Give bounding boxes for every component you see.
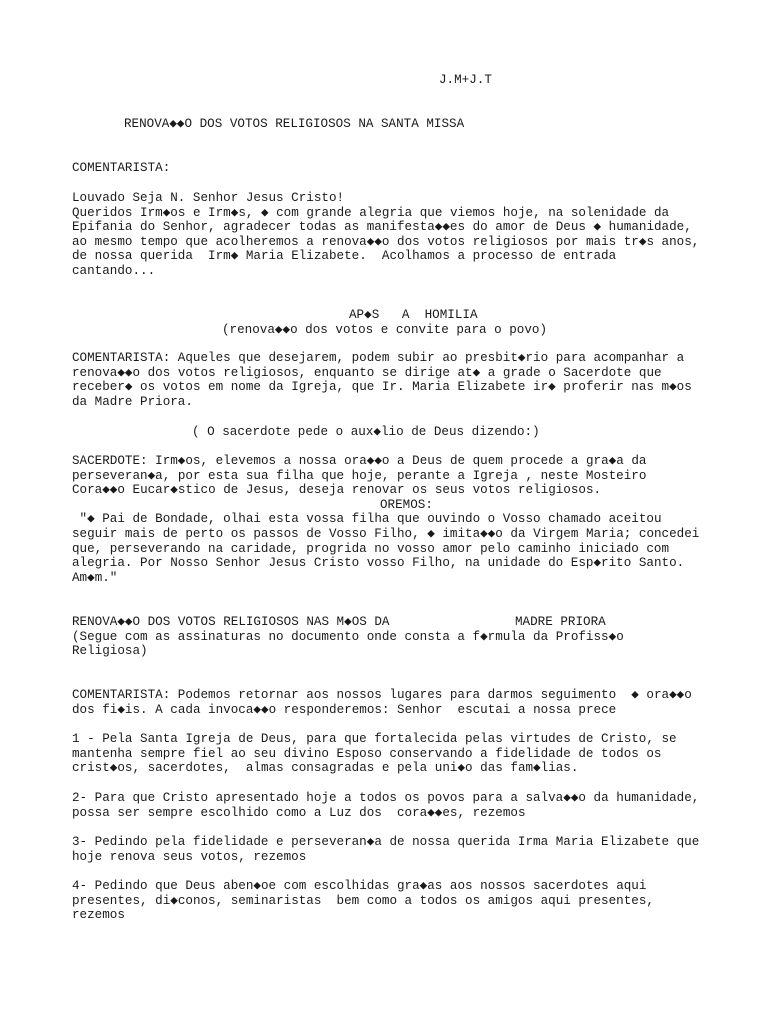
intention-line: 4- Pedindo que Deus aben◆oe com escolhidas gra◆as aos nossos sacerdotes aqui [72,879,647,893]
prayers-intro-line: COMENTARISTA: Podemos retornar aos nossos lugares para darmos seguimento ◆ ora◆◆o [72,688,692,702]
intention-line: 1 - Pela Santa Igreja de Deus, para que fortalecida pelas virtudes de Cristo, se [72,732,677,746]
invitation-line: COMENTARISTA: Aqueles que desejarem, podem subir ao presbit◆rio para acompanhar a [72,351,685,365]
priest-line: SACERDOTE: Irm◆os, elevemos a nossa ora◆◆o a Deus de quem procede a gra◆a da [72,454,647,468]
prayer-line: seguir mais de perto os passos de Vosso Filho, ◆ imita◆◆o da Virgem Maria; concedei [72,527,700,541]
renewal-line: Religiosa) [72,644,148,659]
renewal-line: (Segue com as assinaturas no documento onde consta a f◆rmula da Profiss◆o [72,629,624,644]
intention-line: rezemos [72,908,125,923]
opening-line: Louvado Seja N. Senhor Jesus Cristo! [72,191,345,205]
intention-line: possa ser sempre escolhido como a Luz dos cora◆◆es, rezemos [72,805,526,820]
invitation-line: renova◆◆o dos votos religiosos, enquanto se dirige at◆ a grade o Sacerdote que [72,365,662,380]
intention-line: 2- Para que Cristo apresentado hoje a todos os povos para a salva◆◆o da humanidade, [72,791,700,805]
opening-line: ao mesmo tempo que acolheremos a renova◆◆o dos votos religiosos por mais tr◆s anos, [72,234,700,249]
section-subheading: (renova◆◆o dos votos e convite para o povo) [222,322,548,337]
opening-line: Epifania do Senhor, agradecer todas as manifesta◆◆es do amor de Deus ◆ humanidade, [72,220,692,235]
opening-line: de nossa querida Irm◆ Maria Elizabete. Acolhamos a processo de entrada [72,249,617,264]
prayer-line: "◆ Pai de Bondade, olhai esta vossa filha que ouvindo o Vosso chamado aceitou [72,512,662,527]
priest-line: perseveran◆a, por esta sua filha que hoje, perante a Igreja , neste Mosteiro [72,468,647,483]
invitation-line: da Madre Priora. [72,394,193,409]
prayer-line: alegria. Por Nosso Senhor Jesus Cristo vosso Filho, na unidade do Esp◆rito Santo. [72,556,685,571]
opening-line: Queridos Irm◆os e Irm◆s, ◆ com grande alegria que viemos hoje, na solenidade da [72,205,670,220]
intention-line: hoje renova seus votos, rezemos [72,849,307,864]
oremos-heading: OREMOS: [380,497,433,512]
prayers-intro-line: dos fi◆is. A cada invoca◆◆o responderemos: Senhor escutai a nossa prece [72,702,617,717]
intention-line: 3- Pedindo pela fidelidade e perseveran◆a de nossa querida Irma Maria Elizabete que [72,835,700,849]
intention-line: presentes, di◆conos, seminaristas bem como a todos os amigos aqui presentes, [72,893,654,908]
renewal-heading-priora: MADRE PRIORA [515,615,606,629]
renewal-heading: RENOVA◆◆O DOS VOTOS RELIGIOSOS NAS M◆OS DA [72,615,390,629]
opening-line: cantando... [72,264,156,278]
prayer-line: que, perseverando na caridade, progrida no vosso amor pelo caminho iniciado com [72,541,670,556]
section-heading: AP◆S A HOMILIA [349,308,478,322]
invitation-line: receber◆ os votos em nome da Igreja, que Ir. Maria Elizabete ir◆ proferir nas m◆os [72,380,692,395]
intention-line: mantenha sempre fiel ao seu divino Esposo conservando a fidelidade de todos os [72,746,662,761]
document-title: RENOVA◆◆O DOS VOTOS RELIGIOSOS NA SANTA MISSA [124,117,465,131]
priest-note: ( O sacerdote pede o aux◆lio de Deus dizendo:) [192,425,540,439]
speaker-label: COMENTARISTA: [72,161,171,175]
priest-line: Cora◆◆o Eucar◆stico de Jesus, deseja renovar os seus votos religiosos. [72,483,602,498]
prayer-line: Am◆m." [72,570,118,585]
intention-line: crist◆os, sacerdotes, almas consagradas e pela uni◆o das fam◆lias. [72,761,579,776]
monogram: J.M+J.T [439,73,492,87]
